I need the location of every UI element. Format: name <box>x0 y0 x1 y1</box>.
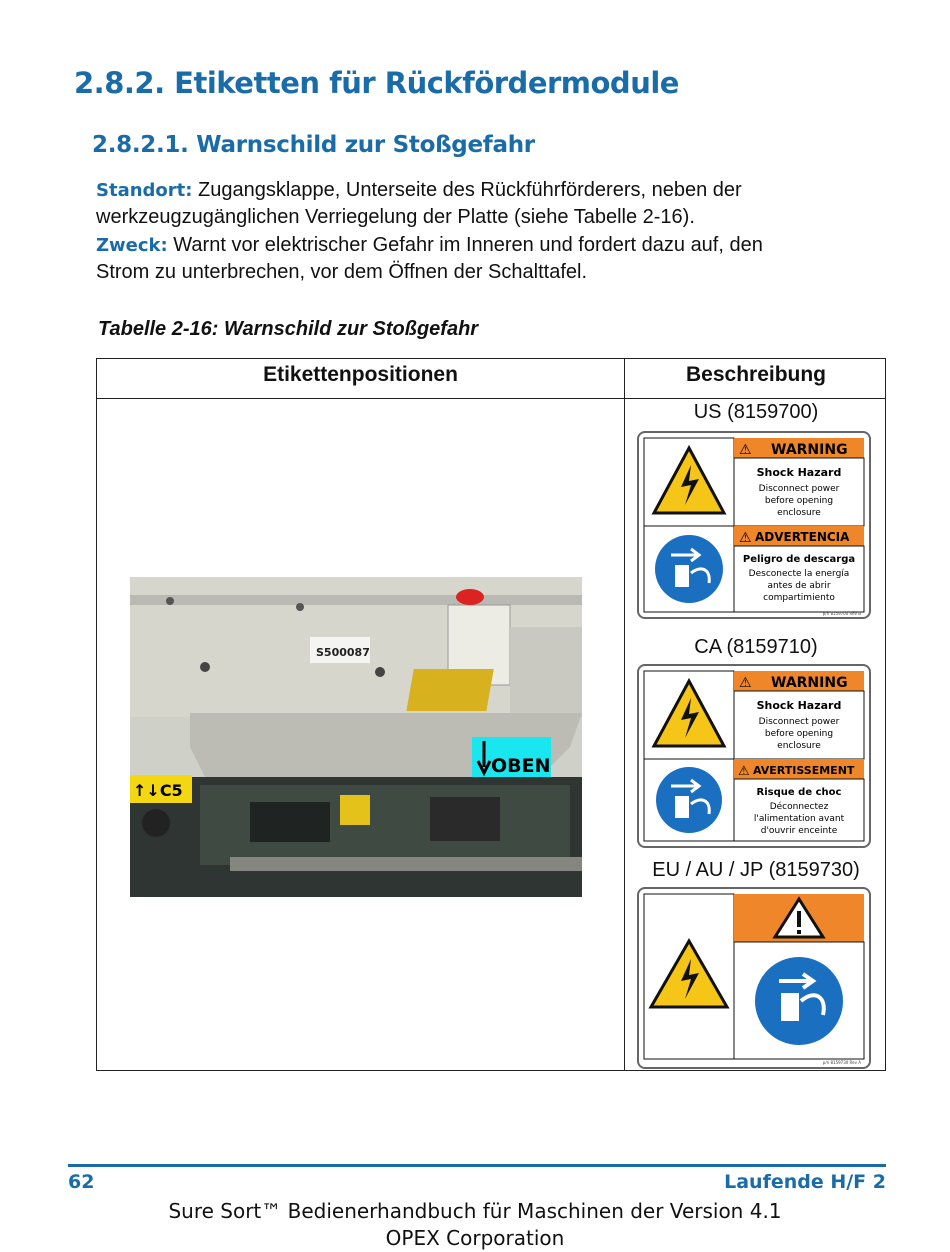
purpose-line1: Warnt vor elektrischer Gefahr im Inneren und fordert dazu auf, den <box>173 234 763 256</box>
svg-text:⚠: ⚠ <box>739 675 752 691</box>
column-divider <box>624 359 625 1070</box>
ca-warning-word: WARNING <box>771 675 848 691</box>
ca-title: Shock Hazard <box>756 699 842 712</box>
section-heading: 2.8.2. Etiketten für Rückfördermodule <box>74 66 679 100</box>
label-code-eu: EU / AU / JP (8159730) <box>652 859 860 881</box>
us-text-1: Disconnect power <box>758 484 840 494</box>
us-warning-word-2: ADVERTENCIA <box>755 530 850 544</box>
purpose-line2: Strom zu unterbrechen, vor dem Öffnen der Schalttafel. <box>96 261 587 283</box>
ca-warning-word-2: AVERTISSEMENT <box>753 764 855 777</box>
label-code-ca: CA (8159710) <box>694 636 818 658</box>
location-line1: Zugangsklappe, Unterseite des Rückführförderers, neben der <box>198 179 742 201</box>
footer-company: OPEX Corporation <box>385 1226 565 1250</box>
svg-text:⚠: ⚠ <box>739 442 752 458</box>
ca-warning-label <box>637 664 871 848</box>
photo-tag-text: ↑↓C5 <box>133 781 183 800</box>
ca-text-2: before opening <box>764 729 834 739</box>
table-caption: Tabelle 2-16: Warnschild zur Stoßgefahr <box>98 318 479 340</box>
svg-text:⚠: ⚠ <box>739 530 752 546</box>
us-part-number: p/n 8159700 Rev B <box>822 611 861 616</box>
header-divider <box>97 398 885 399</box>
ca-text-1: Disconnect power <box>758 717 840 727</box>
us-text2-2: antes de abrir <box>767 581 831 591</box>
footer-manual-title: Sure Sort™ Bedienerhandbuch für Maschinen der Version 4.1 <box>168 1199 782 1223</box>
ca-text2-3: d'ouvrir enceinte <box>760 826 838 836</box>
footer-section-name: Laufende H/F 2 <box>724 1171 886 1193</box>
us-warning-word: WARNING <box>771 442 848 458</box>
ca-text-3: enclosure <box>777 741 821 751</box>
label-table <box>96 358 886 1071</box>
location-label: Standort: <box>96 180 193 201</box>
label-code-us: US (8159700) <box>693 401 819 423</box>
ca-text2-1: Déconnectez <box>769 802 829 812</box>
purpose-label: Zweck: <box>96 235 168 256</box>
location-line2: werkzeugzugänglichen Verriegelung der Platte (siehe Tabelle 2-16). <box>96 206 695 228</box>
page-number: 62 <box>68 1171 95 1193</box>
footer-rule <box>68 1164 886 1167</box>
svg-text:⚠: ⚠ <box>738 764 750 779</box>
us-text-2: before opening <box>764 496 834 506</box>
purpose-paragraph <box>96 232 886 286</box>
ca-text2-2: l'alimentation avant <box>753 814 845 824</box>
eu-warning-label <box>637 887 871 1069</box>
location-photo <box>130 577 582 897</box>
header-positions: Etikettenpositionen <box>263 363 458 386</box>
ca-title-2: Risque de choc <box>756 787 842 798</box>
us-title: Shock Hazard <box>756 466 842 479</box>
location-paragraph <box>96 177 886 231</box>
subsection-heading: 2.8.2.1. Warnschild zur Stoßgefahr <box>92 132 535 158</box>
header-description: Beschreibung <box>685 363 827 386</box>
us-title-2: Peligro de descarga <box>742 554 856 565</box>
oben-label: OBEN <box>491 755 551 777</box>
location-photo-image <box>130 577 582 897</box>
us-text-3: enclosure <box>777 508 821 518</box>
photo-serial-text: S500087 <box>316 646 370 659</box>
us-text2-3: compartimiento <box>763 593 835 603</box>
us-text2-1: Desconecte la energía <box>748 569 850 579</box>
eu-part-number: p/n 8159730 Rev A <box>822 1060 861 1065</box>
us-warning-label <box>637 431 871 619</box>
